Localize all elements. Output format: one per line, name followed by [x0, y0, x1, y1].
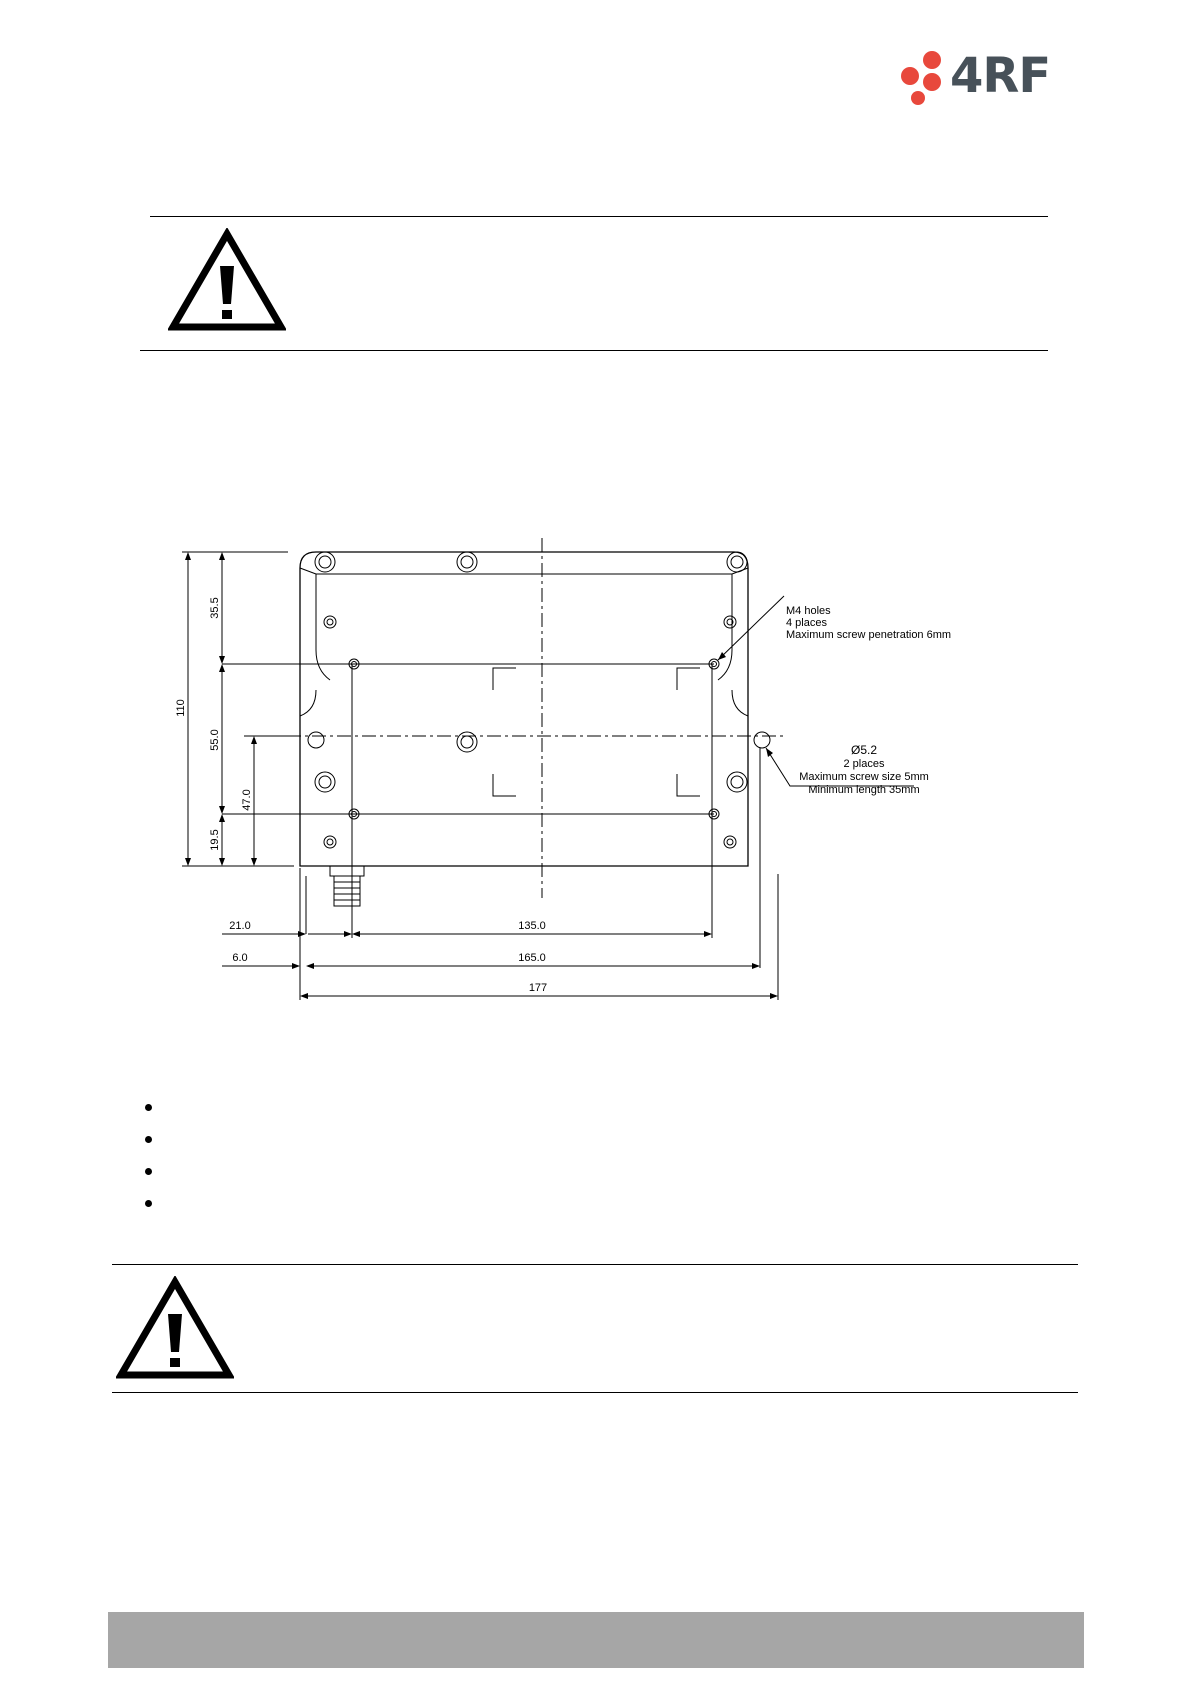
dim-bottom-offset: 19.5	[209, 829, 221, 851]
bullet-marker	[145, 1168, 152, 1175]
callout-m4-line2: 4 places	[786, 617, 827, 629]
warning-triangle-icon	[168, 228, 286, 332]
dim-hole-spacing: 165.0	[518, 952, 546, 964]
company-logo	[898, 48, 1078, 106]
dim-overall-width: 177	[528, 982, 548, 994]
dim-hole-height: 47.0	[241, 789, 253, 811]
warning-triangle-icon	[116, 1276, 234, 1380]
bullet-marker	[145, 1200, 152, 1207]
callout-hole-line2: 2 places	[843, 758, 885, 770]
warning-top-rule	[150, 216, 1048, 217]
logo-text: 4RF	[950, 48, 1051, 104]
warning-bottom-rule	[112, 1392, 1078, 1393]
callout-m4-line1: M4 holes	[786, 605, 831, 617]
dim-middle-spacing: 55.0	[209, 729, 221, 751]
logo-dots-icon	[898, 48, 950, 106]
dim-hole-offset: 6.0	[232, 952, 248, 964]
dim-overall-height: 110	[175, 699, 187, 717]
dim-m4-spacing: 135.0	[518, 920, 546, 932]
callout-hole-line4: Minimum length 35mm	[808, 784, 920, 796]
bullet-marker	[145, 1104, 152, 1111]
warning-bottom-rule	[140, 350, 1048, 351]
callout-m4-line3: Maximum screw penetration 6mm	[786, 629, 952, 641]
footer-bar	[108, 1612, 1084, 1668]
mounting-dimensions-drawing	[170, 530, 1000, 1010]
dim-top-offset: 35.5	[209, 597, 221, 619]
callout-hole-line1: Ø5.2	[850, 743, 878, 757]
bullet-marker	[145, 1136, 152, 1143]
dim-m4-offset: 21.0	[229, 920, 251, 932]
warning-top-rule	[112, 1264, 1078, 1265]
callout-hole-line3: Maximum screw size 5mm	[799, 771, 929, 783]
